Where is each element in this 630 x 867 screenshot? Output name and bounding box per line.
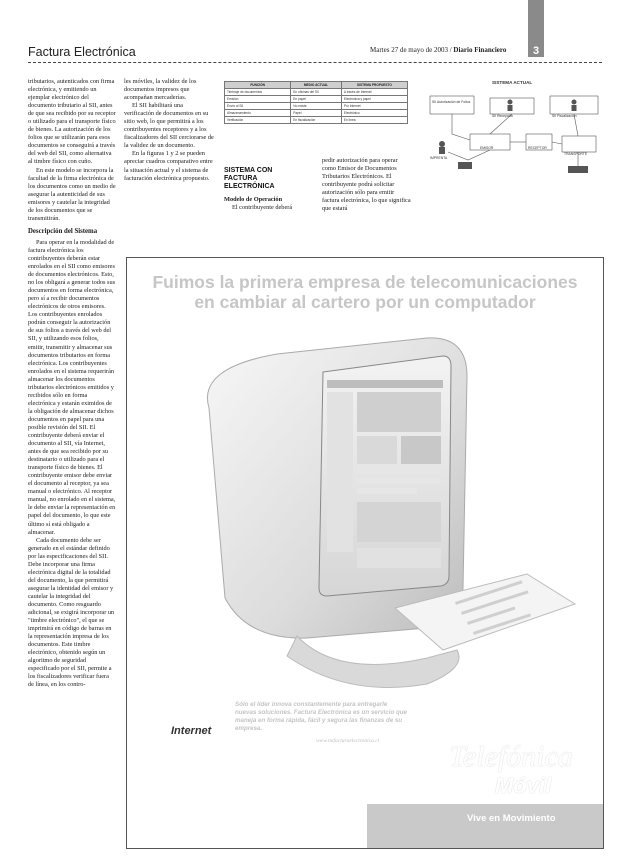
table-cell: En fiscalización [291, 117, 342, 124]
diagram-label: EMISOR [480, 146, 494, 150]
paragraph: les móviles, la validez de los documentos impresos que acompañan mercaderías. [124, 78, 197, 102]
section-title: Factura Electrónica [28, 45, 136, 59]
header-divider [28, 62, 602, 63]
table-cell: En oficinas del SII [291, 89, 342, 96]
table-row [225, 117, 408, 124]
paragraph: En la figuras 1 y 2 se pueden apreciar cuadros comparativo entre la situación actual y el sistema de facturación electrónica propuesto. [124, 150, 213, 182]
table-cell: Envío al SII [225, 103, 291, 110]
section-heading: Modelo de Operación [224, 196, 283, 203]
article-column-3 [224, 167, 312, 212]
newspaper-name: Diario Financiero [453, 46, 507, 54]
date-text: Martes 27 de mayo de 2003 / [370, 46, 452, 54]
subhead: FACTURA [224, 175, 258, 182]
table-cell: En línea [341, 117, 407, 124]
table-row [225, 103, 408, 110]
advertisement [126, 257, 604, 849]
diagram-label: IMPRENTA [430, 156, 448, 160]
table-cell: A través de Internet [341, 89, 407, 96]
diagram-label: TRANSPORTE [564, 152, 588, 156]
ad-url: www.tmfacturaelectronica.cl [316, 738, 380, 744]
table-row [225, 110, 408, 117]
page-number: 3 [532, 45, 540, 57]
table-row [225, 96, 408, 103]
monitor-stand [287, 636, 459, 688]
table-cell: Timbraje de documentos [225, 89, 291, 96]
comparison-table-figure [224, 81, 408, 124]
node-box [430, 96, 474, 114]
diagram-label: SII Fiscalización [552, 114, 577, 118]
paragraph: Cada documento debe ser generado en el estándar definido por las especificaciones del SII. Debe incorporar una firma electrónica digital de la totalidad del documento, la que permitirá asegurar la identidad del emisor y cautelar la integridad del documento. Como resguardo adicional, se exigirá incorporar un "timbre electrónico", el que se imprimirá en código de barras en la representación impresa de los documentos. Este timbre electrónico, obtenido según un algoritmo de seguridad especificado por el SII, permite a los fiscalizadores verificar fuera de línea, en los contro- [28, 536, 115, 689]
article-column-1 [28, 78, 116, 690]
paragraph: Para operar en la modalidad de factura electrónica los contribuyentes deberán estar enrolados en el SII como emisores de documentos electrónicos. Esto, no los obligará a generar todos sus documentos en forma electrónica, pero sí a recibir documentos electrónicos de otros emisores. Los contribuyentes enrolados podrán conseguir la autorización de sus folios a través del web del SII, y utilizando esos folios, emitir, transmitir y almacenar sus documentos tributarios en forma electrónica. Los contribuyentes enrolados en el sistema requerirán almacenar los documentos tributarios electrónicos emitidos y recibidos sólo en forma electrónica y estarán eximidos de la obligación de almacenar dichos documentos en papel para una posible revisión del SII. El contribuyente deberá enviar el documento al SII, vía Internet, antes de que sea recibido por su destinatario o utilizado para el transporte físico de bienes. El contribuyente emisor debe enviar el documento al receptor, ya sea manual o electrónico. Al receptor manual, no enrolado en el sistema, le debe enviar la representación en papel del documento, lo que este último sí está obligado a almacenar. [28, 238, 116, 536]
paragraph: En este modelo se incorpora la facultad de la firma electrónica de los documentos como un medio de asegurar la autenticidad de sus emisores y cautelar la integridad de los documentos que se transmitirán. [28, 166, 116, 222]
screen-webpage [327, 380, 443, 568]
paragraph: El SII habilitará una verificación de documentos en su sitio web, lo que permitirá a los contribuyentes receptores y a los fiscalizadores del SII cerciorarse de la validez de un documento. [124, 102, 214, 150]
subhead: SISTEMA CON [224, 167, 273, 174]
table-cell: Electrónico [341, 110, 407, 117]
brand-slogan: Vive en Movimiento [467, 813, 556, 824]
ad-headline-line: Fuimos la primera empresa de telecomunicaciones [152, 272, 578, 292]
article-column-2 [124, 78, 214, 183]
table-header: SISTEMA PROPUESTO [341, 82, 407, 89]
paragraph: pedir autorización para operar como Emisor de Documentos Tributarios Electrónicos. El contribuyente podrá solicitar autorización sólo para emitir factura electrónica, lo que significa que estará [322, 157, 411, 213]
diagram-label: SII Autorización de Folios [432, 100, 471, 104]
table-cell: Almacenamiento [225, 110, 291, 117]
table-row [225, 89, 408, 96]
diagram-label: SII Recepción [492, 114, 514, 118]
paragraph: El contribuyente deberá [232, 204, 293, 212]
diagram-title: SISTEMA ACTUAL [492, 80, 533, 85]
table-cell: Electrónica y papel [341, 96, 407, 103]
diagram-graphic [428, 80, 602, 176]
table-header: MEDIO ACTUAL [291, 82, 342, 89]
table-cell: No existe [291, 103, 342, 110]
internet-logo: Internet [171, 725, 212, 737]
table-cell: Por Internet [341, 103, 407, 110]
section-heading: Descripción del Sistema [28, 227, 98, 235]
comparison-table [224, 81, 408, 124]
article-column-4 [322, 157, 412, 213]
table-cell: Emisión [225, 96, 291, 103]
diagram-label: RECEPTOR [528, 146, 547, 150]
table-header: FUNCIÓN [225, 82, 291, 89]
brand-name: Telefónica [449, 740, 573, 773]
brand-name-secondary: Móvil [495, 773, 552, 798]
node-box [562, 136, 596, 152]
ad-body-text: Sólo el líder innova constantemente para entregarle nuevas soluciones. Factura Electrónica es un servicio que maneja en forma rápida, fácil y segura las finanzas de su empresa. [235, 701, 407, 732]
brand-band [367, 804, 603, 848]
subhead: ELECTRÓNICA [224, 183, 275, 190]
paragraph: tributarios, autenticados con firma electrónica, y emitiendo un ejemplar electrónico del documento tributario al SII, antes de que sea recibido por su receptor o utilizado para el transporte físico de bienes. La autorización de los folios que se utilizarán para esos documentos se conseguirá a través del web del SII, como alternativa al timbre físico con cuño. [28, 78, 116, 166]
table-cell: Verificación [225, 117, 291, 124]
table-cell: En papel [291, 96, 342, 103]
current-system-diagram [428, 80, 602, 176]
table-cell: Papel [291, 110, 342, 117]
issue-date [370, 46, 506, 54]
ad-headline-line: en cambiar al cartero por un computador [194, 292, 536, 312]
